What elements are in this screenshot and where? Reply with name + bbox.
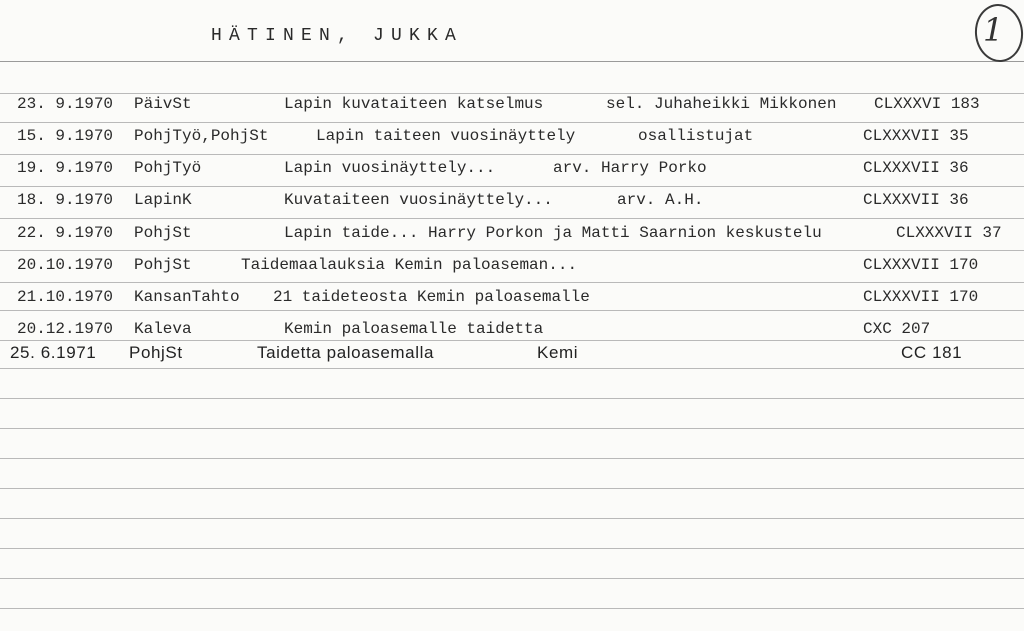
entry-date: 21.10.1970 [17, 288, 114, 306]
entry-source: LapinK [134, 191, 192, 209]
entry-ref: CLXXXVII 37 [896, 224, 1002, 242]
entry-note: Kemi [537, 343, 579, 362]
entry-ref: CLXXXVII 170 [863, 288, 979, 306]
entry-source: PohjTyö,PohjSt [134, 127, 269, 145]
entry-title: Taidetta paloasemalla [257, 343, 435, 362]
entry-title: Kemin paloasemalle taidetta [284, 320, 544, 338]
ruled-line [0, 458, 1024, 459]
entry-ref: CC 181 [901, 343, 963, 362]
ruled-line [0, 93, 1024, 94]
ruled-line [0, 186, 1024, 187]
entry-title: Lapin taide... Harry Porkon ja Matti Saarnion keskustelu [284, 224, 822, 242]
entry-note: sel. Juhaheikki Mikkonen [606, 95, 837, 113]
entry-source: PohjSt [134, 224, 192, 242]
entry-date: 22. 9.1970 [17, 224, 114, 242]
entry-source: PohjSt [134, 256, 192, 274]
entry-date: 15. 9.1970 [17, 127, 114, 145]
entry-date: 23. 9.1970 [17, 95, 114, 113]
ruled-line [0, 340, 1024, 341]
entry-date: 20.10.1970 [17, 256, 114, 274]
entry-title: Lapin taiteen vuosinäyttely [316, 127, 576, 145]
ruled-line [0, 154, 1024, 155]
entry-ref: CLXXXVII 35 [863, 127, 969, 145]
card-title: HÄTINEN, JUKKA [211, 26, 464, 46]
ruled-line [0, 122, 1024, 123]
entry-ref: CLXXXVII 170 [863, 256, 979, 274]
entry-source: Kaleva [134, 320, 192, 338]
entry-source: PohjTyö [134, 159, 202, 177]
ruled-line [0, 218, 1024, 219]
ruled-line [0, 282, 1024, 283]
entry-note: arv. A.H. [617, 191, 704, 209]
entry-ref: CXC 207 [863, 320, 931, 338]
ruled-line [0, 368, 1024, 369]
ruled-line [0, 250, 1024, 251]
entry-title: Lapin kuvataiteen katselmus [284, 95, 544, 113]
ruled-line [0, 578, 1024, 579]
entry-source: PohjSt [129, 343, 183, 362]
entry-date: 25. 6.1971 [10, 343, 97, 362]
ruled-line [0, 428, 1024, 429]
entry-date: 20.12.1970 [17, 320, 114, 338]
entry-note: arv. Harry Porko [553, 159, 707, 177]
ruled-line [0, 398, 1024, 399]
entry-ref: CLXXXVII 36 [863, 159, 969, 177]
ruled-line [0, 310, 1024, 311]
ruled-line [0, 488, 1024, 489]
header-rule [0, 61, 1024, 62]
entry-date: 19. 9.1970 [17, 159, 114, 177]
entry-note: osallistujat [638, 127, 754, 145]
entry-source: KansanTahto [134, 288, 240, 306]
entry-title: Kuvataiteen vuosinäyttely... [284, 191, 553, 209]
entry-source: PäivSt [134, 95, 192, 113]
ruled-line [0, 548, 1024, 549]
ruled-line [0, 518, 1024, 519]
entry-ref: CLXXXVII 36 [863, 191, 969, 209]
entry-ref: CLXXXVI 183 [874, 95, 980, 113]
entry-date: 18. 9.1970 [17, 191, 114, 209]
entry-title: Taidemaalauksia Kemin paloaseman... [241, 256, 578, 274]
card-number: 1 [983, 11, 1004, 49]
entry-title: Lapin vuosinäyttely... [284, 159, 496, 177]
entry-title: 21 taideteosta Kemin paloasemalle [273, 288, 590, 306]
ruled-line [0, 608, 1024, 609]
